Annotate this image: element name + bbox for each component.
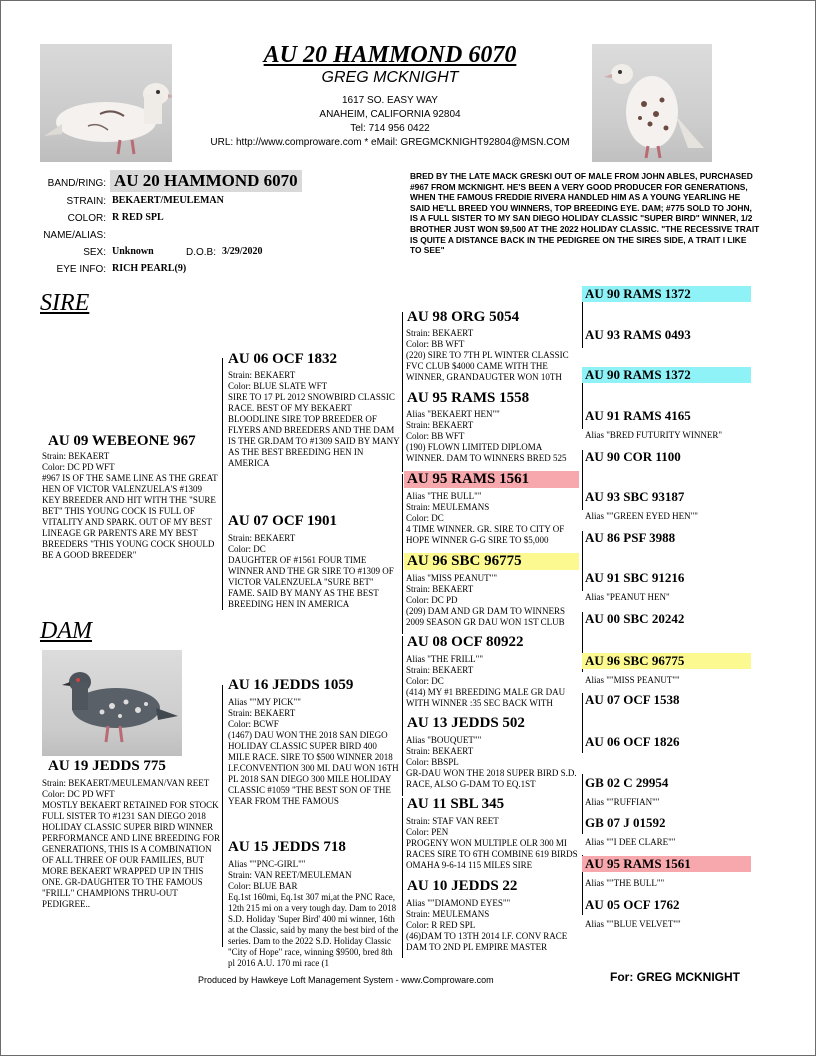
dob-label: D.O.B: — [186, 247, 217, 258]
connector-gen3-2 — [402, 474, 403, 634]
gen4-alias-14: Alias ""I DEE CLARE"" — [585, 837, 676, 847]
telephone: Tel: 714 956 0422 — [350, 123, 430, 134]
connector-sire-gen2 — [222, 358, 223, 610]
sire-name: AU 09 WEBEONE 967 — [48, 433, 196, 449]
dam-name: AU 19 JEDDS 775 — [48, 758, 166, 774]
gen3-details-2: Alias "BEKAERT HEN"" Strain: BEKAERT Color: BB WFT (190) FLOWN LIMITED DIPLOMA WINNER. DAM TO WINNERS BRED 525 — [406, 409, 567, 463]
gen4-name-1: AU 90 RAMS 1372 — [582, 286, 751, 302]
dob-value: 3/29/2020 — [222, 246, 263, 257]
gen4-name-7: AU 86 PSF 3988 — [585, 530, 676, 545]
gen3-details-6: Alias "BOUQUET"" Strain: BEKAERT Color: BBSPL GR-DAU WON THE 2018 SUPER BIRD S.D. RACE, ALSO G-DAM TO EQ.1ST — [406, 735, 577, 789]
gen3-details-4: Alias "MISS PEANUT"" Strain: BEKAERT Color: DC PD (209) DAM AND GR DAM TO WINNERS 2009 SEASON GR DAU WON 1ST CLUB — [406, 573, 566, 627]
connector-gen3-1 — [402, 312, 403, 472]
gen4-name-8: AU 91 SBC 91216 — [585, 570, 685, 585]
gen3-name-3: AU 95 RAMS 1561 — [404, 471, 579, 488]
sex-label: SEX: — [83, 247, 106, 258]
sex-value: Unknown — [112, 246, 154, 257]
gen4-name-10: AU 96 SBC 96775 — [582, 653, 751, 669]
footer-for: For: GREG MCKNIGHT — [610, 970, 740, 984]
gen4-alias-8: Alias "PEANUT HEN" — [585, 592, 670, 602]
connector-dam-gen2 — [222, 685, 223, 947]
gen2-dam-sire-name: AU 16 JEDDS 1059 — [228, 677, 354, 693]
gen3-name-8: AU 10 JEDDS 22 — [407, 878, 518, 894]
gen3-name-2: AU 95 RAMS 1558 — [407, 390, 530, 406]
color-value: R RED SPL — [112, 212, 164, 223]
address-line-1: 1617 SO. EASY WAY — [342, 95, 438, 106]
gen3-details-8: Alias ""DIAMOND EYES"" Strain: MEULEMANS Color: R RED SPL (46)DAM TO 13TH 2014 I.F. CONV RACE DAM TO 2ND PL EMPIRE MASTER — [406, 898, 568, 952]
gen4-name-2: AU 93 RAMS 0493 — [585, 327, 691, 342]
band-label: BAND/RING: — [47, 178, 106, 189]
gen4-name-14: GB 07 J 01592 — [585, 815, 666, 830]
dam-details: Strain: BEKAERT/MEULEMAN/VAN REET Color: DC PD WFT MOSTLY BEKAERT RETAINED FOR STOCK FULL SISTER TO #1231 SAN DIEGO 2018 HOLIDAY CLASSIC SUPER BIRD WINNER PERFORMANCE AND LINE BREEDING FOR GENERATIONS, THIS IS A COMBINATION OF ALL THREE OF OUR FAMILIES, BUT MORE BEKAERT WRAPPED UP IN THIS ONE. GR-DAUGHTER TO THE FAMOUS "FRILL" CHAMPIONS THRU-OUT PEDIGREE.. — [42, 778, 220, 909]
gen4-alias-16: Alias ""BLUE VELVET"" — [585, 919, 681, 929]
page-title: AU 20 HAMMOND 6070 — [263, 42, 517, 68]
gen4-name-9: AU 00 SBC 20242 — [585, 611, 685, 626]
color-label: COLOR: — [67, 213, 106, 224]
dam-heading: DAM — [40, 618, 92, 644]
gen3-name-6: AU 13 JEDDS 502 — [407, 715, 525, 731]
gen4-name-15: AU 95 RAMS 1561 — [582, 856, 751, 872]
gen4-name-12: AU 06 OCF 1826 — [585, 734, 680, 749]
gen2-sire-dam-name: AU 07 OCF 1901 — [228, 513, 338, 529]
gen4-name-11: AU 07 OCF 1538 — [585, 692, 680, 707]
eye-info-label: EYE INFO: — [56, 264, 106, 275]
sire-details: Strain: BEKAERT Color: DC PD WFT #967 IS OF THE SAME LINE AS THE GREAT HEN OF VICTOR VALENZUELA'S #1309 KEY BREEDER AND HIT WITH THE "SURE BET" THIS YOUNG COCK IS FULL OF VITALITY AND SPARK. OUT OF MY BEST LINEAGE GR PARENTS ARE MY BEST BREEDERS "THIS YOUNG COCK SHOULD BE A GOOD BREEDER" — [42, 451, 218, 560]
strain-value: BEKAERT/MEULEMAN — [112, 195, 224, 206]
gen3-details-5: Alias "THE FRILL"" Strain: BEKAERT Color: DC (414) MY #1 BREEDING MALE GR DAU WITH WINNER :35 SEC BACK WITH — [406, 654, 566, 708]
gen2-dam-dam-name: AU 15 JEDDS 718 — [228, 839, 346, 855]
gen3-name-1: AU 98 ORG 5054 — [407, 309, 520, 325]
gen4-name-5: AU 90 COR 1100 — [585, 449, 681, 464]
gen4-alias-10: Alias ""MISS PEANUT"" — [585, 675, 680, 685]
gen3-name-7: AU 11 SBL 345 — [407, 796, 505, 812]
gen4-name-6: AU 93 SBC 93187 — [585, 489, 685, 504]
dam-bird-photo — [42, 650, 182, 756]
footer-produced-by: Produced by Hawkeye Loft Management System - www.Comproware.com — [198, 975, 494, 985]
eye-info-value: RICH PEARL(9) — [112, 263, 187, 274]
gen2-dam-dam-details: Alias ""PNC-GIRL"" Strain: VAN REET/MEULEMAN Color: BLUE BAR Eq.1st 160mi, Eq.1st 307 mi,at the PNC Race, 12th 215 mi on a very tough day. Dam to 2018 S.D. Holiday 'Super Bird' 400 mi winner, 16th at the Classic, said by many the best bird of the series. Dam to the 2022 S.D. Holiday Classic "City of Hope" race, winning $9500, bred 8th pl 2016 A.U. 170 mi race (1 — [228, 859, 399, 968]
description: BRED BY THE LATE MACK GRESKI OUT OF MALE FROM JOHN ABLES, PURCHASED #967 FROM MCKNIGHT. HE'S BEEN A VERY GOOD PRODUCER FOR GENERATIONS, WHEN THE FAMOUS FREDDIE RIVERA HANDLED HIM AS A YOUNG YEARLING HE SAID HE'LL BREED YOU WINNERS, TOP BREEDING EYE. DAM; #775 SOLD TO JOHN, IS A FULL SISTER TO MY SAN DIEGO HOLIDAY CLASSIC "SUPER BIRD" WINNER, 1/2 BROTHER JUST WON $9,500 AT THE 2022 HOLIDAY CLASSIC. "THE RECESSIVE TRAIT IS QUITE A DISTANCE BACK IN THE PEDIGREE ON THE SIRES SIDE, A TRAIT I LIKE TO SEE" — [410, 171, 760, 256]
strain-label: STRAIN: — [66, 196, 106, 207]
gen4-alias-15: Alias ""THE BULL"" — [585, 878, 665, 888]
gen4-name-3: AU 90 RAMS 1372 — [582, 367, 751, 383]
gen3-name-5: AU 08 OCF 80922 — [407, 634, 524, 650]
gen2-dam-sire-details: Alias ""MY PICK"" Strain: BEKAERT Color: BCWF (1467) DAU WON THE 2018 SAN DIEGO HOLIDAY CLASSIC SUPER BIRD 400 MILE RACE. SIRE TO $500 WINNER 2018 I.F.CONVENTION 300 MI. DAU WON 16TH PL 2018 SAN DIEGO 300 MILE HOLIDAY CLASSIC #1059 "THE BEST SON OF THE YEAR FROM THE FAMOUS — [228, 697, 399, 806]
gen4-alias-13: Alias ""RUFFIAN"" — [585, 797, 660, 807]
gen4-alias-6: Alias ""GREEN EYED HEN"" — [585, 511, 698, 521]
gen3-details-7: Strain: STAF VAN REET Color: PEN PROGENY WON MULTIPLE OLR 300 MI RACES SIRE TO 6TH COMBINE 619 BIRDS OMAHA 9-6-14 115 MILES SIRE — [406, 816, 578, 870]
gen4-name-16: AU 05 OCF 1762 — [585, 897, 680, 912]
connector-gen3-4 — [402, 798, 403, 958]
band-value: AU 20 HAMMOND 6070 — [110, 170, 302, 192]
name-alias-label: NAME/ALIAS: — [43, 230, 106, 241]
gen2-sire-dam-details: Strain: BEKAERT Color: DC DAUGHTER OF #1561 FOUR TIME WINNER AND THE GR SIRE TO #1309 OF VICTOR VALENZUELA "SURE BET" FAME. SAID BY MANY AS THE BEST BREEDING HEN IN AMERICA — [228, 533, 394, 609]
owner-name: GREG MCKNIGHT — [321, 69, 459, 86]
gen3-details-3: Alias "THE BULL"" Strain: MEULEMANS Color: DC 4 TIME WINNER. GR. SIRE TO CITY OF HOPE WINNER G-G SIRE TO $5,000 — [406, 491, 565, 545]
connector-gen3-3 — [402, 636, 403, 796]
contact-line: URL: http://www.comproware.com * eMail: GREGMCKNIGHT92804@MSN.COM — [210, 137, 570, 148]
gen2-sire-sire-name: AU 06 OCF 1832 — [228, 351, 338, 367]
gen4-name-4: AU 91 RAMS 4165 — [585, 408, 691, 423]
gen3-details-1: Strain: BEKAERT Color: BB WFT (220) SIRE TO 7TH PL WINTER CLASSIC FVC CLUB $4000 CAME WITH THE WINNER, GRANDAUGTER WON 10TH — [406, 328, 569, 382]
address-line-2: ANAHEIM, CALIFORNIA 92804 — [319, 109, 461, 120]
gen3-name-4: AU 96 SBC 96775 — [404, 553, 579, 570]
gen4-name-13: GB 02 C 29954 — [585, 775, 669, 790]
sire-heading: SIRE — [40, 290, 90, 316]
gen4-alias-4: Alias "BRED FUTURITY WINNER" — [585, 430, 723, 440]
gen2-sire-sire-details: Strain: BEKAERT Color: BLUE SLATE WFT SIRE TO 17 PL 2012 SNOWBIRD CLASSIC RACE. BEST OF MY BEKAERT BLOODLINE SIRE TOP BREEDER OF FLYERS AND BREEDERS AND THE DAM IS THE GR.DAM TO #1309 SAID BY MANY AS THE BEST BREEDING HEN IN AMERICA — [228, 370, 400, 468]
